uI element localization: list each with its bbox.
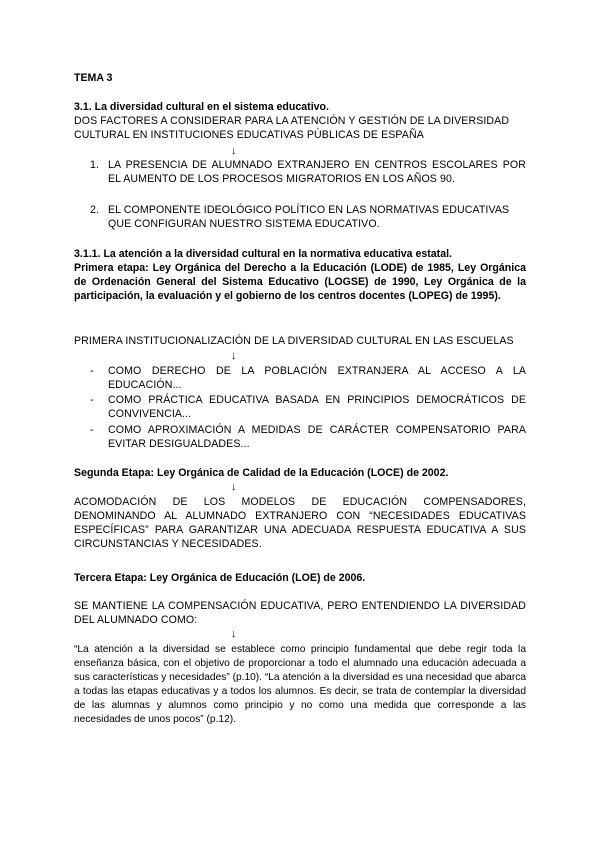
dash-bullet: - [90, 424, 94, 436]
dash-bullet: - [90, 365, 94, 377]
down-arrow-icon: ↓ [231, 481, 237, 493]
item-number: 2. [90, 204, 100, 216]
stage3-text: SE MANTIENE LA COMPENSACIÓN EDUCATIVA, PERO ENTENDIENDO LA DIVERSIDAD DEL ALUMNADO COMO: [74, 600, 526, 626]
stage1-intro: PRIMERA INSTITUCIONALIZACIÓN DE LA DIVERSIDAD CULTURAL EN LAS ESCUELAS [74, 335, 514, 347]
subsection-heading: 3.1.1. La atención a la diversidad cultural en la normativa educativa estatal. [74, 248, 452, 260]
down-arrow-icon: ↓ [231, 350, 237, 362]
stage2-text: ACOMODACIÓN DE LOS MODELOS DE EDUCACIÓN COMPENSADORES, DENOMINANDO AL ALUMNADO EXTRANJERO CON “NECESIDADES EDUCATIVAS ESPECÍFICAS” PARA GARANTIZAR UNA ADECUADA RESPUESTA EDUCATIVA A SUS CIRCUNSTANCIAS Y NECESIDADES. [74, 496, 526, 550]
document-title: TEMA 3 [74, 72, 113, 84]
section-intro: DOS FACTORES A CONSIDERAR PARA LA ATENCIÓN Y GESTIÓN DE LA DIVERSIDAD CULTURAL EN INSTITUCIONES EDUCATIVAS PÚBLICAS DE ESPAÑA [74, 115, 510, 141]
list-item [90, 393, 526, 421]
item-number: 1. [90, 159, 100, 171]
numbered-item [90, 158, 526, 186]
list-item-text: COMO PRÁCTICA EDUCATIVA BASADA EN PRINCIPIOS DEMOCRÁTICOS DE CONVIVENCIA... [108, 394, 526, 420]
down-arrow-icon: ↓ [231, 145, 237, 157]
item-text: EL COMPONENTE IDEOLÓGICO POLÍTICO EN LAS NORMATIVAS EDUCATIVAS QUE CONFIGURAN NUESTRO SISTEMA EDUCATIVO. [108, 204, 510, 230]
quote-paragraph: “La atención a la diversidad se establece como principio fundamental que debe regir toda la enseñanza básica, con el objetivo de proporcionar a todo el alumnado una educación adecuada a sus características y necesidades” (p.10). “La atención a la diversidad es una necesidad que abarca a todas las etapas educativas y a todos los alumnos. Es decir, se trata de contemplar la diversidad de las alumnas y alumnos como principio y no como una medida que corresponde a las necesidades de unos pocos” (p.12). [74, 644, 526, 725]
numbered-item [90, 203, 526, 231]
list-item-text: COMO APROXIMACIÓN A MEDIDAS DE CARÁCTER COMPENSATORIO PARA EVITAR DESIGUALDADES... [108, 424, 526, 450]
stage3-heading: Tercera Etapa: Ley Orgánica de Educación (LOE) de 2006. [74, 572, 366, 584]
section-heading: 3.1. La diversidad cultural en el sistema educativo. [74, 101, 329, 113]
stage2-heading: Segunda Etapa: Ley Orgánica de Calidad de la Educación (LOCE) de 2002. [74, 467, 449, 479]
list-item [90, 423, 526, 451]
stage1-heading: Primera etapa: Ley Orgánica del Derecho a la Educación (LODE) de 1985, Ley Orgánica de Ordenación General del Sistema Educativo (LOGSE) de 1990, Ley Orgánica de la participación, la evaluación y el gobierno de los centros docentes (LOPEG) de 1995). [74, 262, 526, 302]
list-item-text: COMO DERECHO DE LA POBLACIÓN EXTRANJERA AL ACCESO A LA EDUCACIÓN... [108, 365, 526, 391]
list-item [90, 364, 526, 392]
dash-bullet: - [90, 394, 94, 406]
item-text: LA PRESENCIA DE ALUMNADO EXTRANJERO EN CENTROS ESCOLARES POR EL AUMENTO DE LOS PROCESOS MIGRATORIOS EN LOS AÑOS 90. [108, 159, 526, 185]
down-arrow-icon: ↓ [231, 628, 237, 640]
